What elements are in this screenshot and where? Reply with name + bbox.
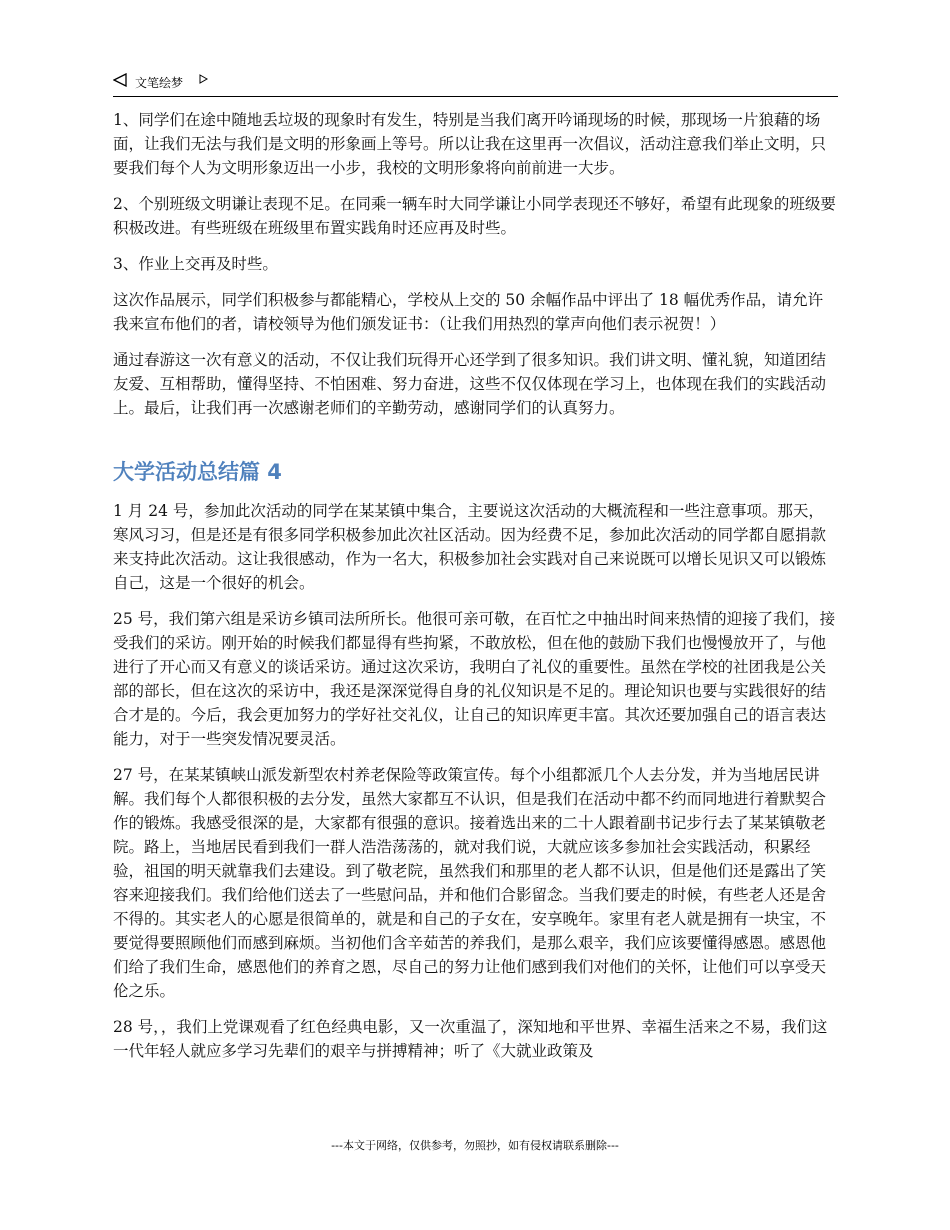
triangle-left-icon [113, 73, 127, 87]
page-footer: ---本文于网络，仅供参考，勿照抄，如有侵权请联系删除--- [331, 1139, 619, 1152]
triangle-right-icon [199, 74, 208, 84]
document-body [113, 108, 838, 1075]
section-heading: 大学活动总结篇 4 [113, 460, 282, 484]
paragraph: 通过春游这一次有意义的活动，不仅让我们玩得开心还学到了很多知识。我们讲文明、懂礼貌，知道团结友爱、互相帮助，懂得坚持、不怕困难、努力奋进，这些不仅仅体现在学习上，也体现在我们的实践活动上。最后，让我们再一次感谢老师们的辛勤劳动，感谢同学们的认真努力。 [113, 351, 827, 417]
paragraph: 28 号，，我们上党课观看了红色经典电影，又一次重温了，深知地和平世界、幸福生活来之不易，我们这一代年轻人就应多学习先辈们的艰辛与拼搏精神；听了《大就业政策及 [113, 1018, 828, 1060]
paragraph: 27 号，在某某镇峡山派发新型农村养老保险等政策宣传。每个小组都派几个人去分发，并为当地居民讲解。我们每个人都很积极的去分发，虽然大家都互不认识，但是我们在活动中都不约而同地进行着默契合作的锻炼。我感受很深的是，大家都有很强的意识。接着选出来的二十人跟着副书记步行去了某某镇敬老院。路上，当地居民看到我们一群人浩浩荡荡的，就对我们说，大就应该多参加社会实践活动，积累经验，祖国的明天就靠我们去建设。到了敬老院，虽然我们和那里的老人都不认识，但是他们还是露出了笑容来迎接我们。我们给他们送去了一些慰问品，并和他们合影留念。当我们要走的时候，有些老人还是舍不得的。其实老人的心愿是很简单的，就是和自己的子女在，安享晚年。家里有老人就是拥有一块宝，不要觉得要照顾他们而感到麻烦。当初他们含辛茹苦的养我们，是那么艰辛，我们应该要懂得感恩。感恩他们给了我们生命，感恩他们的养育之恩，尽自己的努力让他们感到我们对他们的关怀，让他们可以享受天伦之乐。 [113, 766, 827, 1000]
paragraph: 这次作品展示，同学们积极参与都能精心，学校从上交的 50 余幅作品中评出了 18 幅优秀作品，请允许我来宣布他们的者，请校领导为他们颁发证书：（让我们用热烈的掌声向他们表示祝贺！） [113, 291, 824, 333]
paragraph: 1 月 24 号，参加此次活动的同学在某某镇中集合，主要说这次活动的大概流程和一些注意事项。那天，寒风习习，但是还是有很多同学积极参加此次社区活动。因为经费不足，参加此次活动的同学都自愿捐款来支持此次活动。这让我很感动，作为一名大，积极参加社会实践对自己来说既可以增长见识又可以锻炼自己，这是一个很好的机会。 [113, 502, 827, 592]
paragraph: 3、作业上交再及时些。 [113, 255, 278, 273]
paragraph: 1、同学们在途中随地丢垃圾的现象时有发生，特别是当我们离开吟诵现场的时候，那现场一片狼藉的场面，让我们无法与我们是文明的形象画上等号。所以让我在这里再一次倡议，活动注意我们举止文明，只要我们每个人为文明形象迈出一小步，我校的文明形象将向前前进一大步。 [113, 111, 827, 177]
paragraph: 2、个别班级文明谦让表现不足。在同乘一辆车时大同学谦让小同学表现还不够好，希望有此现象的班级要积极改进。有些班级在班级里布置实践角时还应再及时些。 [113, 195, 836, 237]
header-brand: 文笔绘梦 [135, 76, 184, 90]
paragraph: 25 号，我们第六组是采访乡镇司法所所长。他很可亲可敬，在百忙之中抽出时间来热情的迎接了我们，接受我们的采访。刚开始的时候我们都显得有些拘紧，不敢放松，但在他的鼓励下我们也慢慢放开了，与他进行了开心而又有意义的谈话采访。通过这次采访，我明白了礼仪的重要性。虽然在学校的社团我是公关部的部长，但在这次的采访中，我还是深深觉得自身的礼仪知识是不足的。理论知识也要与实践很好的结合才是的。今后，我会更加努力的学好社交礼仪，让自己的知识库更丰富。其次还要加强自己的语言表达能力，对于一些突发情况要灵活。 [113, 610, 836, 748]
page-header [113, 70, 838, 97]
